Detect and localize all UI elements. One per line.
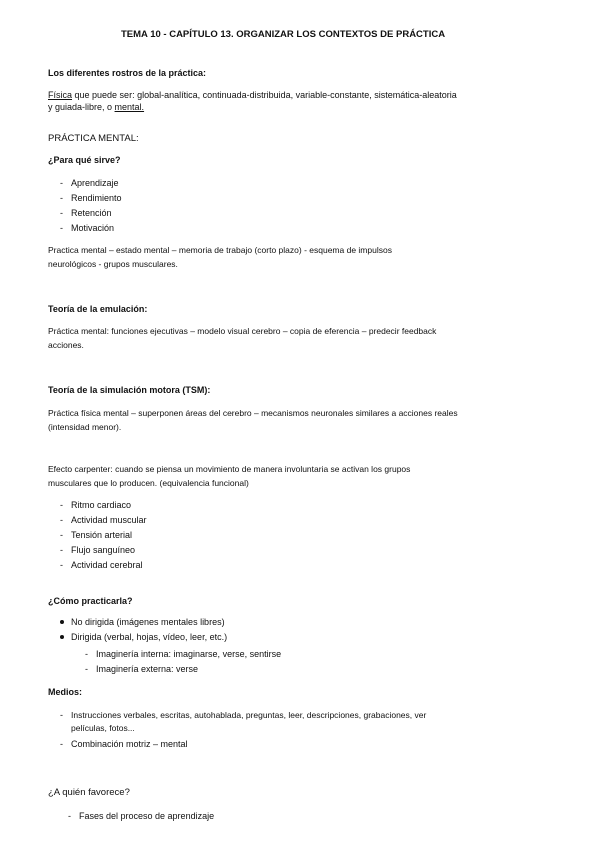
list-item: Actividad muscular	[71, 515, 147, 525]
tsm-line-2: (intensidad menor).	[48, 422, 122, 432]
estado-line-1: Practica mental – estado mental – memoria de trabajo (corto plazo) - esquema de impulsos	[48, 245, 392, 255]
como-heading: ¿Cómo practicarla?	[48, 596, 133, 606]
tsm-heading: Teoría de la simulación motora (TSM):	[48, 385, 211, 395]
mental-term: mental.	[114, 102, 145, 112]
list-item: Fases del proceso de aprendizaje	[79, 811, 215, 821]
dash-marker: -	[68, 811, 71, 821]
list-item: Imaginería interna: imaginarse, verse, sentirse	[96, 649, 282, 659]
list-item: Flujo sanguíneo	[71, 545, 136, 555]
dash-marker: -	[60, 178, 63, 188]
list-item-continuation: películas, fotos...	[71, 723, 135, 733]
list-item: Instrucciones verbales, escritas, autohablada, preguntas, leer, descripciones, grabaciones, ver	[71, 710, 427, 720]
dash-marker: -	[60, 530, 63, 540]
dash-marker: -	[60, 560, 63, 570]
practica-mental-heading: PRÁCTICA MENTAL:	[48, 133, 139, 144]
dash-marker: -	[60, 515, 63, 525]
list-item: Motivación	[71, 223, 115, 233]
carpenter-line-2: musculares que lo producen. (equivalencia funcional)	[48, 478, 249, 488]
para-que-heading: ¿Para qué sirve?	[48, 155, 121, 165]
favorece-heading: ¿A quién favorece?	[48, 787, 130, 798]
list-item: Dirigida (verbal, hojas, vídeo, leer, etc.)	[71, 632, 228, 642]
list-item: Actividad cerebral	[71, 560, 143, 570]
list-item: Imaginería externa: verse	[96, 664, 199, 674]
carpenter-line-1: Efecto carpenter: cuando se piensa un movimiento de manera involuntaria se activan los grupos	[48, 464, 411, 474]
tsm-line-1: Práctica física mental – superponen áreas del cerebro – mecanismos neuronales similares a acciones reales	[48, 408, 458, 418]
list-item: No dirigida (imágenes mentales libres)	[71, 617, 225, 627]
bullet-dot	[60, 635, 64, 639]
dash-marker: -	[60, 223, 63, 233]
dash-marker: -	[60, 193, 63, 203]
medios-heading: Medios:	[48, 687, 83, 697]
estado-line-2: neurológicos - grupos musculares.	[48, 259, 178, 269]
list-item: Ritmo cardiaco	[71, 500, 132, 510]
dash-marker: -	[60, 208, 63, 218]
emulacion-heading: Teoría de la emulación:	[48, 304, 148, 314]
dash-marker: -	[60, 545, 63, 555]
rostros-line-2	[48, 101, 144, 113]
emulacion-line-1: Práctica mental: funciones ejecutivas – modelo visual cerebro – copia de eferencia – predecir feedback	[48, 326, 437, 336]
bullet-dot	[60, 620, 64, 624]
fisica-term: Física	[48, 90, 73, 100]
page-title: TEMA 10 - CAPÍTULO 13. ORGANIZAR LOS CONTEXTOS DE PRÁCTICA	[121, 29, 446, 40]
rostros-heading: Los diferentes rostros de la práctica:	[48, 68, 207, 78]
list-item: Rendimiento	[71, 193, 122, 203]
list-item: Aprendizaje	[71, 178, 119, 188]
emulacion-line-2: acciones.	[48, 340, 84, 350]
dash-marker: -	[60, 739, 63, 749]
dash-marker: -	[85, 649, 88, 659]
rostros-line-1	[48, 89, 457, 101]
list-item: Combinación motriz – mental	[71, 739, 188, 749]
dash-marker: -	[85, 664, 88, 674]
dash-marker: -	[60, 710, 63, 720]
list-item: Tensión arterial	[71, 530, 133, 540]
rostros-line-1-rest: que puede ser: global-analítica, continuada-distribuida, variable-constante, sistemática-aleatoria	[72, 90, 457, 100]
rostros-line-2-pre: y guiada-libre, o	[48, 102, 115, 112]
list-item: Retención	[71, 208, 112, 218]
dash-marker: -	[60, 500, 63, 510]
